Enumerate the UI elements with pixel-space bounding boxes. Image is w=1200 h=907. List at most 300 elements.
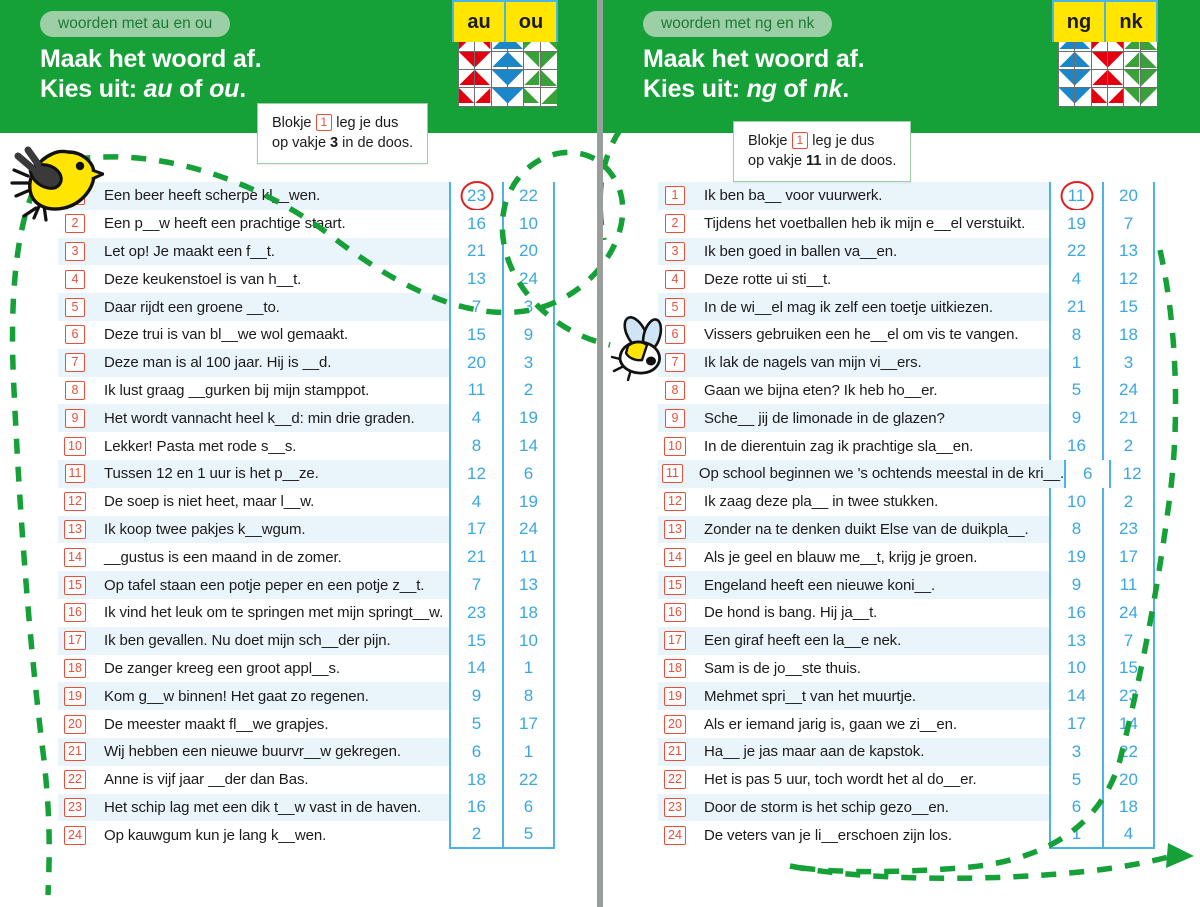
sentence-text: Wij hebben een nieuwe buurvr__w gekregen. — [92, 738, 449, 766]
answer-cell-column-b[interactable]: 15 — [1102, 293, 1155, 321]
pattern-cell — [1108, 88, 1124, 106]
sentence-text: Engeland heeft een nieuwe koni__. — [692, 571, 1049, 599]
table-row[interactable] — [658, 821, 1155, 849]
row-number-badge: 2 — [65, 214, 85, 233]
answer-cell-column-a[interactable]: 5 — [1049, 766, 1102, 794]
row-number-badge: 13 — [664, 520, 686, 539]
answer-cell-column-b[interactable]: 22 — [502, 182, 555, 210]
answer-cell-column-a[interactable]: 7 — [449, 293, 502, 321]
arrow-head-icon — [1166, 843, 1194, 868]
answer-cell-column-a[interactable]: 13 — [1049, 627, 1102, 655]
row-number-badge: 3 — [65, 242, 85, 261]
sentence-text: De zanger kreeg een groot appl__s. — [92, 655, 449, 683]
answer-cell-column-a[interactable]: 15 — [449, 321, 502, 349]
pattern-cell — [1059, 70, 1075, 88]
row-number-cell — [658, 182, 692, 210]
row-number-badge: 18 — [64, 659, 86, 678]
answer-cell-column-a[interactable]: 3 — [1049, 738, 1102, 766]
row-number-badge: 13 — [64, 520, 86, 539]
answer-cell-column-b[interactable]: 15 — [1102, 655, 1155, 683]
table-row[interactable] — [658, 516, 1155, 544]
pattern-cell — [1059, 88, 1075, 106]
answer-cell-column-b[interactable]: 6 — [502, 460, 555, 488]
row-number-badge: 6 — [65, 325, 85, 344]
sentence-text: Als er iemand jarig is, gaan we zi__en. — [692, 710, 1049, 738]
row-number-cell — [658, 460, 687, 488]
answer-cell-column-a[interactable]: 21 — [1049, 293, 1102, 321]
title-line-2: Kies uit: ng of nk. — [643, 75, 849, 103]
table-row[interactable] — [658, 794, 1155, 822]
pattern-cell — [541, 88, 557, 106]
sentence-text: Ik zaag deze pla__ in twee stukken. — [692, 488, 1049, 516]
answer-cell-column-a[interactable]: 18 — [449, 766, 502, 794]
answer-cell-column-a[interactable]: 14 — [449, 655, 502, 683]
decorative-pattern-left — [458, 33, 558, 107]
answer-cell-column-a[interactable]: 19 — [1049, 210, 1102, 238]
row-number-badge: 2 — [665, 214, 685, 233]
table-row[interactable] — [658, 627, 1155, 655]
sentence-text: Ik lak de nagels van mijn vi__ers. — [692, 349, 1049, 377]
row-number-badge: 17 — [64, 631, 86, 650]
answer-cell-column-a[interactable]: 6 — [1064, 460, 1109, 488]
answer-cell-column-a[interactable]: 16 — [449, 794, 502, 822]
row-number-cell — [658, 210, 692, 238]
pattern-cell — [475, 70, 491, 88]
sentence-text: In de dierentuin zag ik prachtige sla__en. — [692, 432, 1049, 460]
answer-cell-column-a[interactable]: 8 — [1049, 516, 1102, 544]
table-row[interactable] — [658, 265, 1155, 293]
row-number-badge: 24 — [664, 826, 686, 845]
table-row[interactable] — [58, 516, 555, 544]
answer-cell-column-a[interactable]: 17 — [449, 516, 502, 544]
table-row[interactable] — [58, 488, 555, 516]
row-number-cell — [58, 404, 92, 432]
row-number-badge: 9 — [665, 409, 685, 428]
sentence-text: Op kauwgum kun je lang k__wen. — [92, 821, 449, 849]
table-row[interactable] — [58, 710, 555, 738]
sentence-text: Gaan we bijna eten? Ik heb ho__er. — [692, 377, 1049, 405]
table-row[interactable] — [58, 377, 555, 405]
instruction-callout-left — [257, 103, 428, 164]
row-number-cell — [658, 682, 692, 710]
row-number-cell — [658, 571, 692, 599]
answer-cell-column-a[interactable]: 4 — [449, 488, 502, 516]
sentence-text: In de wi__el mag ik zelf een toetje uitkiezen. — [692, 293, 1049, 321]
pattern-cell — [1141, 88, 1157, 106]
row-number-cell — [58, 516, 92, 544]
sentence-text: Een p__w heeft een prachtige staart. — [92, 210, 449, 238]
topic-tag-right: woorden met ng en nk — [643, 11, 832, 37]
answer-cell-column-b[interactable]: 8 — [502, 682, 555, 710]
pattern-cell — [1124, 52, 1140, 70]
sentence-text: Op school beginnen we 's ochtends meestal in de kri__. — [687, 460, 1064, 488]
pattern-cell — [1141, 70, 1157, 88]
sentence-text: Tussen 12 en 1 uur is het p__ze. — [92, 460, 449, 488]
answer-cell-column-a[interactable]: 1 — [1049, 349, 1102, 377]
sentence-text: Deze trui is van bl__we wol gemaakt. — [92, 321, 449, 349]
row-number-cell — [658, 794, 692, 822]
row-number-cell — [58, 238, 92, 266]
sentence-list-right — [658, 182, 1155, 849]
answer-cell-column-a[interactable]: 11 — [1049, 182, 1102, 210]
sentence-text: Deze rotte ui sti__t. — [692, 265, 1049, 293]
pattern-cell — [492, 70, 508, 88]
block-number-badge: 1 — [316, 114, 333, 131]
row-number-cell — [58, 571, 92, 599]
answer-cell-column-b[interactable]: 18 — [1102, 794, 1155, 822]
row-number-badge: 23 — [664, 798, 686, 817]
row-number-badge: 7 — [665, 353, 685, 372]
answer-cell-column-a[interactable]: 15 — [449, 627, 502, 655]
row-number-badge: 4 — [665, 270, 685, 289]
answer-cell-column-a[interactable]: 1 — [1049, 821, 1102, 849]
row-number-badge: 19 — [64, 687, 86, 706]
sentence-text: Het is pas 5 uur, toch wordt het al do__er. — [692, 766, 1049, 794]
sentence-text: Deze man is al 100 jaar. Hij is __d. — [92, 349, 449, 377]
pattern-cell — [475, 88, 491, 106]
row-number-cell — [58, 543, 92, 571]
sentence-list-left — [58, 182, 555, 849]
row-number-cell — [658, 710, 692, 738]
answer-cell-column-b[interactable]: 22 — [1102, 738, 1155, 766]
answer-cell-column-b[interactable]: 2 — [502, 377, 555, 405]
answer-cell-column-b[interactable]: 23 — [1102, 516, 1155, 544]
answer-cell-column-a[interactable]: 9 — [449, 682, 502, 710]
answer-cell-column-a[interactable]: 23 — [449, 599, 502, 627]
table-row[interactable] — [658, 543, 1155, 571]
sentence-text: Op tafel staan een potje peper en een potje z__t. — [92, 571, 449, 599]
answer-cell-column-a[interactable]: 16 — [1049, 599, 1102, 627]
table-row[interactable] — [658, 238, 1155, 266]
pattern-cell — [492, 52, 508, 70]
answer-cell-column-b[interactable]: 10 — [502, 210, 555, 238]
row-number-badge: 24 — [64, 826, 86, 845]
row-number-cell — [58, 682, 92, 710]
answer-cell-column-a[interactable]: 9 — [1049, 571, 1102, 599]
table-row[interactable] — [658, 738, 1155, 766]
table-row[interactable] — [658, 349, 1155, 377]
answer-cell-column-b[interactable]: 19 — [502, 488, 555, 516]
answer-cell-column-a[interactable]: 22 — [1049, 238, 1102, 266]
answer-cell-column-a[interactable]: 21 — [449, 238, 502, 266]
pattern-cell — [1075, 70, 1091, 88]
pattern-cell — [508, 70, 524, 88]
column-header-ou: ou — [506, 2, 556, 42]
answer-cell-column-b[interactable]: 21 — [1102, 404, 1155, 432]
row-number-badge: 20 — [664, 715, 686, 734]
answer-cell-column-b[interactable]: 13 — [502, 571, 555, 599]
row-number-badge: 11 — [65, 464, 86, 483]
sentence-text: Tijdens het voetballen heb ik mijn e__el verstuikt. — [692, 210, 1049, 238]
answer-cell-column-a[interactable]: 10 — [1049, 488, 1102, 516]
table-row[interactable] — [58, 543, 555, 571]
sentence-text: De hond is bang. Hij ja__t. — [692, 599, 1049, 627]
row-number-cell — [58, 794, 92, 822]
answer-cell-column-b[interactable]: 24 — [1102, 599, 1155, 627]
table-row[interactable] — [658, 460, 1155, 488]
pattern-cell — [1092, 88, 1108, 106]
answer-cell-column-b[interactable]: 2 — [1102, 432, 1155, 460]
pattern-cell — [1108, 52, 1124, 70]
table-row[interactable] — [58, 738, 555, 766]
answer-cell-column-a[interactable]: 8 — [449, 432, 502, 460]
table-row[interactable] — [658, 655, 1155, 683]
answer-cell-column-a[interactable]: 2 — [449, 821, 502, 849]
table-row[interactable] — [658, 182, 1155, 210]
sentence-text: Het wordt vannacht heel k__d: min drie graden. — [92, 404, 449, 432]
answer-cell-column-b[interactable]: 14 — [502, 432, 555, 460]
table-row[interactable] — [658, 210, 1155, 238]
sentence-text: Sam is de jo__ste thuis. — [692, 655, 1049, 683]
answer-cell-column-b[interactable]: 17 — [502, 710, 555, 738]
table-row[interactable] — [58, 293, 555, 321]
pattern-cell — [459, 70, 475, 88]
answer-cell-column-b[interactable]: 20 — [1102, 182, 1155, 210]
row-number-badge: 9 — [65, 409, 85, 428]
answer-columns-header-left — [452, 0, 558, 42]
row-number-badge: 22 — [64, 770, 86, 789]
answer-cell-column-a[interactable]: 9 — [1049, 404, 1102, 432]
table-row[interactable] — [58, 599, 555, 627]
row-number-cell — [658, 738, 692, 766]
block-number-badge: 1 — [792, 132, 809, 149]
answer-cell-column-a[interactable]: 10 — [1049, 655, 1102, 683]
answer-cell-column-b[interactable]: 10 — [502, 627, 555, 655]
pattern-cell — [508, 52, 524, 70]
sentence-text: Mehmet spri__t van het muurtje. — [692, 682, 1049, 710]
sentence-text: Ik ben gevallen. Nu doet mijn sch__der pijn. — [92, 627, 449, 655]
table-row[interactable] — [658, 321, 1155, 349]
row-number-cell — [658, 432, 692, 460]
row-number-cell — [58, 710, 92, 738]
table-row[interactable] — [58, 794, 555, 822]
row-number-cell — [58, 460, 92, 488]
pattern-cell — [524, 70, 540, 88]
answer-columns-header-right — [1052, 0, 1158, 42]
answer-cell-column-b[interactable]: 11 — [502, 543, 555, 571]
sentence-text: Kom g__w binnen! Het gaat zo regenen. — [92, 682, 449, 710]
pattern-cell — [1092, 52, 1108, 70]
row-number-cell — [58, 265, 92, 293]
answer-cell-column-b[interactable]: 24 — [502, 265, 555, 293]
row-number-cell — [58, 321, 92, 349]
table-row[interactable] — [658, 377, 1155, 405]
answer-cell-column-b[interactable]: 11 — [1102, 571, 1155, 599]
row-number-badge: 11 — [662, 464, 683, 483]
sentence-text: Ha__ je jas maar aan de kapstok. — [692, 738, 1049, 766]
table-row[interactable] — [658, 599, 1155, 627]
row-number-badge: 12 — [664, 492, 686, 511]
row-number-cell — [58, 599, 92, 627]
answer-cell-column-a[interactable]: 4 — [1049, 265, 1102, 293]
table-row[interactable] — [58, 571, 555, 599]
table-row[interactable] — [58, 349, 555, 377]
answer-cell-column-b[interactable]: 20 — [1102, 766, 1155, 794]
decorative-pattern-right — [1058, 33, 1158, 107]
row-number-cell — [658, 543, 692, 571]
row-number-cell — [658, 655, 692, 683]
sentence-text: Ik ben goed in ballen va__en. — [692, 238, 1049, 266]
answer-cell-column-a[interactable]: 11 — [449, 377, 502, 405]
sentence-text: Het schip lag met een dik t__w vast in de haven. — [92, 794, 449, 822]
pattern-cell — [1124, 70, 1140, 88]
row-number-cell — [658, 516, 692, 544]
row-number-badge: 7 — [65, 353, 85, 372]
table-row[interactable] — [58, 460, 555, 488]
row-number-badge: 14 — [64, 548, 86, 567]
row-number-badge: 16 — [64, 603, 86, 622]
answer-cell-column-a[interactable]: 8 — [1049, 321, 1102, 349]
answer-cell-column-b[interactable]: 18 — [1102, 321, 1155, 349]
answer-cell-column-b[interactable]: 24 — [502, 516, 555, 544]
sentence-text: Ik vind het leuk om te springen met mijn springt__w. — [92, 599, 449, 627]
row-number-badge: 10 — [64, 437, 86, 456]
answer-cell-column-b[interactable]: 22 — [502, 766, 555, 794]
pattern-cell — [459, 52, 475, 70]
table-row[interactable] — [58, 210, 555, 238]
row-number-cell — [58, 738, 92, 766]
sentence-text: Als je geel en blauw me__t, krijg je groen. — [692, 543, 1049, 571]
answer-cell-column-b[interactable]: 12 — [1102, 265, 1155, 293]
row-number-badge: 21 — [64, 742, 86, 761]
answer-cell-column-a[interactable]: 7 — [449, 571, 502, 599]
table-row[interactable] — [58, 682, 555, 710]
table-row[interactable] — [658, 682, 1155, 710]
answer-cell-column-b[interactable]: 14 — [1102, 710, 1155, 738]
row-number-badge: 6 — [665, 325, 685, 344]
row-number-badge: 16 — [664, 603, 686, 622]
topic-tag-left: woorden met au en ou — [40, 11, 230, 37]
answer-cell-column-b[interactable]: 7 — [1102, 210, 1155, 238]
answer-cell-column-b[interactable]: 3 — [1102, 349, 1155, 377]
answer-cell-column-b[interactable]: 9 — [502, 321, 555, 349]
sentence-text: Daar rijdt een groene __to. — [92, 293, 449, 321]
row-number-cell — [58, 627, 92, 655]
pattern-cell — [1075, 88, 1091, 106]
sentence-text: Een beer heeft scherpe kl__wen. — [92, 182, 449, 210]
row-number-cell — [658, 599, 692, 627]
answer-cell-column-a[interactable]: 23 — [449, 182, 502, 210]
table-row[interactable] — [658, 710, 1155, 738]
answer-cell-column-b[interactable]: 17 — [1102, 543, 1155, 571]
callout-line-2: op vakje 11 in de doos. — [748, 153, 897, 169]
answer-cell-column-b[interactable]: 23 — [1102, 682, 1155, 710]
table-row[interactable] — [58, 432, 555, 460]
answer-cell-column-a[interactable]: 6 — [1049, 794, 1102, 822]
table-row[interactable] — [58, 182, 555, 210]
answer-cell-column-b[interactable]: 3 — [502, 349, 555, 377]
answer-cell-column-a[interactable]: 5 — [1049, 377, 1102, 405]
answer-cell-column-a[interactable]: 21 — [449, 543, 502, 571]
table-row[interactable] — [58, 321, 555, 349]
answer-cell-column-a[interactable]: 4 — [449, 404, 502, 432]
pattern-cell — [524, 52, 540, 70]
answer-cell-column-b[interactable]: 6 — [502, 794, 555, 822]
pattern-cell — [475, 52, 491, 70]
table-row[interactable] — [658, 293, 1155, 321]
table-row[interactable] — [658, 432, 1155, 460]
answer-cell-column-b[interactable]: 18 — [502, 599, 555, 627]
pattern-cell — [541, 70, 557, 88]
row-number-cell — [658, 821, 692, 849]
row-number-cell — [58, 377, 92, 405]
row-number-badge: 8 — [65, 381, 85, 400]
row-number-cell — [658, 488, 692, 516]
row-number-cell — [658, 404, 692, 432]
answer-cell-column-b[interactable]: 5 — [502, 821, 555, 849]
answer-cell-column-b[interactable]: 2 — [1102, 488, 1155, 516]
table-row[interactable] — [658, 766, 1155, 794]
row-number-badge: 20 — [64, 715, 86, 734]
answer-cell-column-b[interactable]: 13 — [1102, 238, 1155, 266]
answer-cell-column-b[interactable]: 20 — [502, 238, 555, 266]
column-header-au: au — [454, 2, 506, 42]
table-row[interactable] — [58, 655, 555, 683]
answer-cell-column-a[interactable]: 16 — [1049, 432, 1102, 460]
sentence-text: Ik koop twee pakjes k__wgum. — [92, 516, 449, 544]
answer-cell-column-a[interactable]: 20 — [449, 349, 502, 377]
sentence-text: Ik lust graag __gurken bij mijn stamppot. — [92, 377, 449, 405]
callout-line-1: Blokje 1 leg je dus — [272, 115, 399, 131]
answer-cell-column-b[interactable]: 1 — [502, 738, 555, 766]
row-number-cell — [658, 238, 692, 266]
pattern-cell — [1108, 70, 1124, 88]
table-row[interactable] — [658, 571, 1155, 599]
row-number-badge: 22 — [664, 770, 686, 789]
answer-cell-column-a[interactable]: 14 — [1049, 682, 1102, 710]
table-row[interactable] — [658, 488, 1155, 516]
answer-cell-column-b[interactable]: 12 — [1109, 460, 1155, 488]
title-line-1: Maak het woord af. — [643, 45, 865, 73]
answer-cell-column-a[interactable]: 16 — [449, 210, 502, 238]
row-number-badge: 15 — [664, 576, 686, 595]
pattern-cell — [541, 52, 557, 70]
column-header-nk: nk — [1106, 2, 1156, 42]
table-row[interactable] — [658, 404, 1155, 432]
row-number-cell — [58, 293, 92, 321]
table-row[interactable] — [58, 265, 555, 293]
sentence-text: Zonder na te denken duikt Else van de duikpla__. — [692, 516, 1049, 544]
answer-cell-column-b[interactable]: 19 — [502, 404, 555, 432]
answer-cell-column-b[interactable]: 3 — [502, 293, 555, 321]
answer-cell-column-a[interactable]: 13 — [449, 265, 502, 293]
table-row[interactable] — [58, 821, 555, 849]
answer-cell-column-a[interactable]: 12 — [449, 460, 502, 488]
answer-cell-column-b[interactable]: 4 — [1102, 821, 1155, 849]
answer-cell-column-b[interactable]: 7 — [1102, 627, 1155, 655]
table-row[interactable] — [58, 627, 555, 655]
table-row[interactable] — [58, 404, 555, 432]
answer-cell-column-b[interactable]: 1 — [502, 655, 555, 683]
callout-line-1: Blokje 1 leg je dus — [748, 133, 875, 149]
answer-cell-column-a[interactable]: 6 — [449, 738, 502, 766]
answer-cell-column-a[interactable]: 5 — [449, 710, 502, 738]
sentence-text: Lekker! Pasta met rode s__s. — [92, 432, 449, 460]
table-row[interactable] — [58, 238, 555, 266]
row-number-cell — [658, 627, 692, 655]
row-number-cell — [58, 432, 92, 460]
sentence-text: Ik ben ba__ voor vuurwerk. — [692, 182, 1049, 210]
row-number-cell — [58, 655, 92, 683]
page-title-left — [40, 44, 261, 104]
sentence-text: Deze keukenstoel is van h__t. — [92, 265, 449, 293]
answer-cell-column-a[interactable]: 17 — [1049, 710, 1102, 738]
table-row[interactable] — [58, 766, 555, 794]
row-number-badge: 10 — [664, 437, 686, 456]
answer-cell-column-b[interactable]: 24 — [1102, 377, 1155, 405]
answer-cell-column-a[interactable]: 19 — [1049, 543, 1102, 571]
row-number-badge: 1 — [665, 186, 685, 205]
